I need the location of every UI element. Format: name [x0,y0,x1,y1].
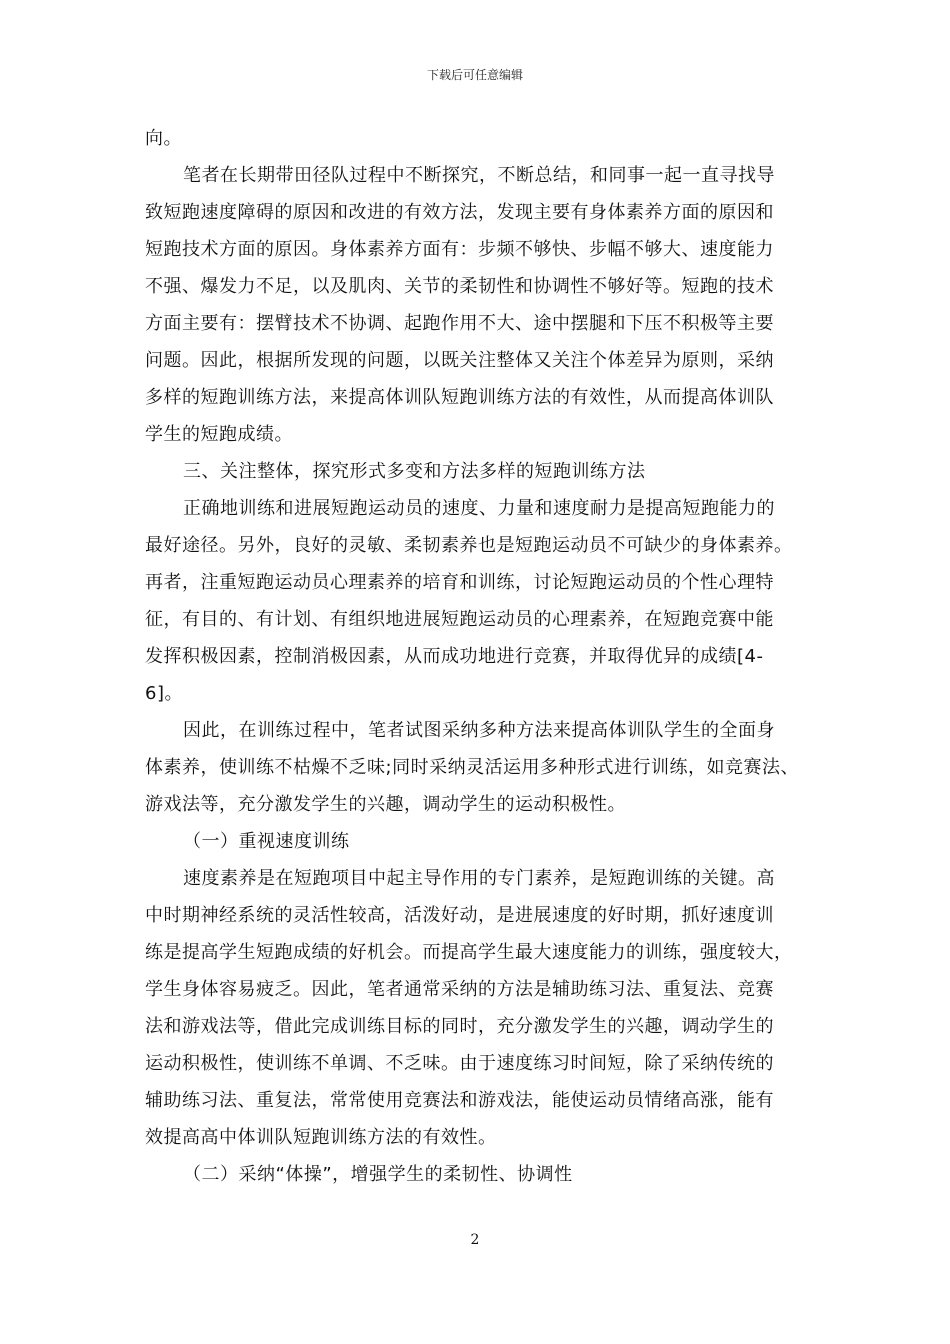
page-number: 2 [470,1232,480,1248]
subsection-heading: （二）采纳“体操”，增强学生的柔韧性、协调性 [183,1164,573,1185]
text-line: 向。 [145,128,182,149]
text-line: 发挥积极因素，控制消极因素，从而成功地进行竞赛，并取得优异的成绩[4- [145,646,764,667]
text-line: 方面主要有：摆臂技术不协调、起跑作用不大、途中摆腿和下压不积极等主要 [145,313,774,334]
paragraph-start: 笔者在长期带田径队过程中不断探究，不断总结，和同事一起一直寻找导 [183,165,775,186]
text-line: 练是提高学生短跑成绩的好机会。而提高学生最大速度能力的训练，强度较大， [145,942,793,963]
text-line: 问题。因此，根据所发现的问题，以既关注整体又关注个体差异为原则，采纳 [145,350,774,371]
subsection-heading: （一）重视速度训练 [183,831,350,852]
paragraph-start: 因此，在训练过程中，笔者试图采纳多种方法来提高体训队学生的全面身 [183,720,775,741]
text-line: 学生的短跑成绩。 [145,424,293,445]
text-line: 再者，注重短跑运动员心理素养的培育和训练，讨论短跑运动员的个性心理特 [145,572,774,593]
page-header: 下载后可任意编辑 [426,68,523,82]
section-heading: 三、关注整体，探究形式多变和方法多样的短跑训练方法 [183,461,646,482]
text-line: 法和游戏法等，借此完成训练目标的同时，充分激发学生的兴趣，调动学生的 [145,1016,774,1037]
text-line: 不强、爆发力不足，以及肌肉、关节的柔韧性和协调性不够好等。短跑的技术 [145,276,774,297]
text-line: 短跑技术方面的原因。身体素养方面有：步频不够快、步幅不够大、速度能力 [145,239,774,260]
text-line: 效提高高中体训队短跑训练方法的有效性。 [145,1127,497,1148]
text-line: 游戏法等，充分激发学生的兴趣，调动学生的运动积极性。 [145,794,626,815]
text-line: 征，有目的、有计划、有组织地进展短跑运动员的心理素养，在短跑竞赛中能 [145,609,774,630]
paragraph-start: 正确地训练和进展短跑运动员的速度、力量和速度耐力是提高短跑能力的 [183,498,775,519]
text-line: 致短跑速度障碍的原因和改进的有效方法，发现主要有身体素养方面的原因和 [145,202,774,223]
text-line: 多样的短跑训练方法，来提高体训队短跑训练方法的有效性，从而提高体训队 [145,387,774,408]
text-line: 最好途径。另外，良好的灵敏、柔韧素养也是短跑运动员不可缺少的身体素养。 [145,535,793,556]
text-line: 体素养，使训练不枯燥不乏味;同时采纳灵活运用多种形式进行训练，如竞赛法、 [145,757,800,778]
body-text [145,120,810,1193]
paragraph-start: 速度素养是在短跑项目中起主导作用的专门素养，是短跑训练的关键。高 [183,868,775,889]
text-line: 运动积极性，使训练不单调、不乏味。由于速度练习时间短，除了采纳传统的 [145,1053,774,1074]
text-line: 学生身体容易疲乏。因此，笔者通常采纳的方法是辅助练习法、重复法、竞赛 [145,979,774,1000]
text-line: 中时期神经系统的灵活性较高，活泼好动，是进展速度的好时期，抓好速度训 [145,905,774,926]
text-line: 辅助练习法、重复法，常常使用竞赛法和游戏法，能使运动员情绪高涨，能有 [145,1090,774,1111]
text-line: 6]。 [145,683,183,704]
